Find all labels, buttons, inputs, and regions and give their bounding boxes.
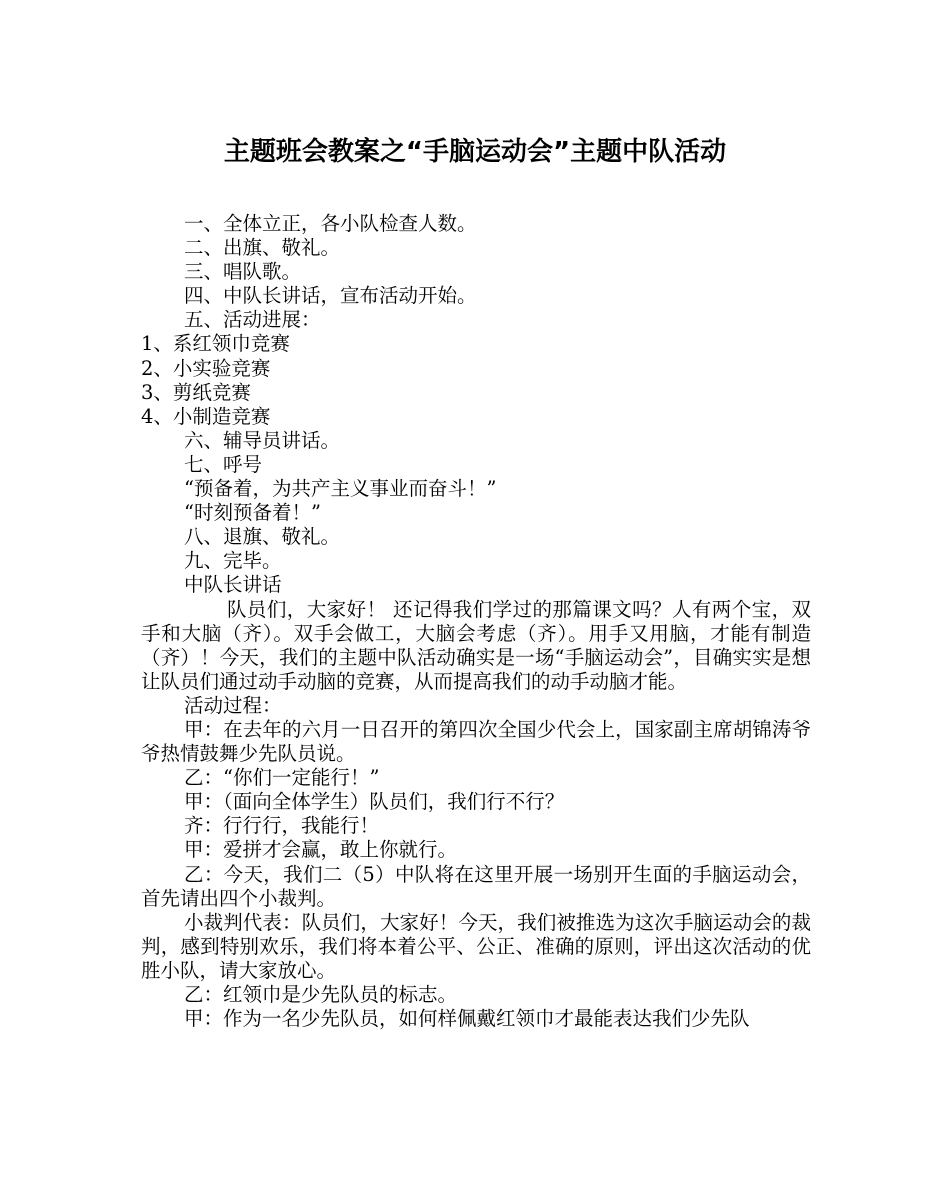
step-line: 三、唱队歌。: [184, 260, 302, 284]
dialogue-paragraph: 齐：行行行，我能行！: [184, 814, 380, 838]
dialogue-paragraph: 小裁判代表：队员们，大家好！今天，我们被推选为这次手脑运动会的裁判，感到特别欢乐，我们将本着公平、公正、准确的原则，评出这次活动的优胜小队，请大家放心。: [141, 910, 811, 982]
slogan-line: “时刻预备着！”: [184, 501, 321, 525]
dialogue-paragraph: 乙：“你们一定能行！”: [184, 766, 380, 790]
section-heading: 活动过程：: [184, 693, 282, 717]
step-line: 四、中队长讲话，宣布活动开始。: [184, 284, 477, 308]
step-line: 九、完毕。: [184, 549, 282, 573]
step-line: 4、小制造竞赛: [141, 404, 271, 428]
document-title: 主题班会教案之“手脑运动会”主题中队活动: [223, 137, 727, 167]
step-line: 一、全体立正，各小队检查人数。: [184, 212, 477, 235]
step-line: 五、活动进展：: [184, 308, 321, 332]
step-line: 二、出旗、敬礼。: [184, 236, 341, 260]
dialogue-paragraph: 甲：作为一名少先队员，如何样佩戴红领巾才最能表达我们少先队: [184, 1007, 750, 1031]
dialogue-paragraph: 甲：（面向全体学生）队员们，我们行不行？: [184, 790, 565, 814]
slogan-line: “预备着，为共产主义事业而奋斗！”: [184, 477, 497, 501]
step-line: 3、剪纸竞赛: [141, 380, 251, 404]
step-line: 1、系红领巾竞赛: [141, 332, 290, 356]
step-line: 2、小实验竞赛: [141, 356, 271, 380]
dialogue-paragraph: 甲：在去年的六月一日召开的第四次全国少代会上，国家副主席胡锦涛爷爷热情鼓舞少先队员说。: [141, 717, 811, 766]
step-line: 七、呼号: [184, 452, 263, 476]
dialogue-paragraph: 乙：红领巾是少先队员的标志。: [184, 983, 458, 1006]
dialogue-paragraph: 甲：爱拼才会赢，敢上你就行。: [184, 838, 458, 862]
document-body: [141, 212, 811, 1031]
dialogue-paragraph: 乙：今天，我们二（5）中队将在这里开展一场别开生面的手脑运动会，首先请出四个小裁判。: [141, 862, 811, 910]
speech-paragraph: 队员们，大家好！ 还记得我们学过的那篇课文吗？人有两个宝，双手和大脑（齐）。双手会做工，大脑会考虑（齐）。用手又用脑，才能有制造（齐）！今天，我们的主题中队活动确实是一场“手脑运动会”，目确实实是想让队员们通过动手动脑的竞赛，从而提高我们的动手动脑才能。: [141, 597, 811, 693]
step-line: 六、辅导员讲话。: [184, 428, 341, 452]
step-line: 八、退旗、敬礼。: [184, 525, 341, 549]
section-heading: 中队长讲话: [184, 573, 282, 597]
